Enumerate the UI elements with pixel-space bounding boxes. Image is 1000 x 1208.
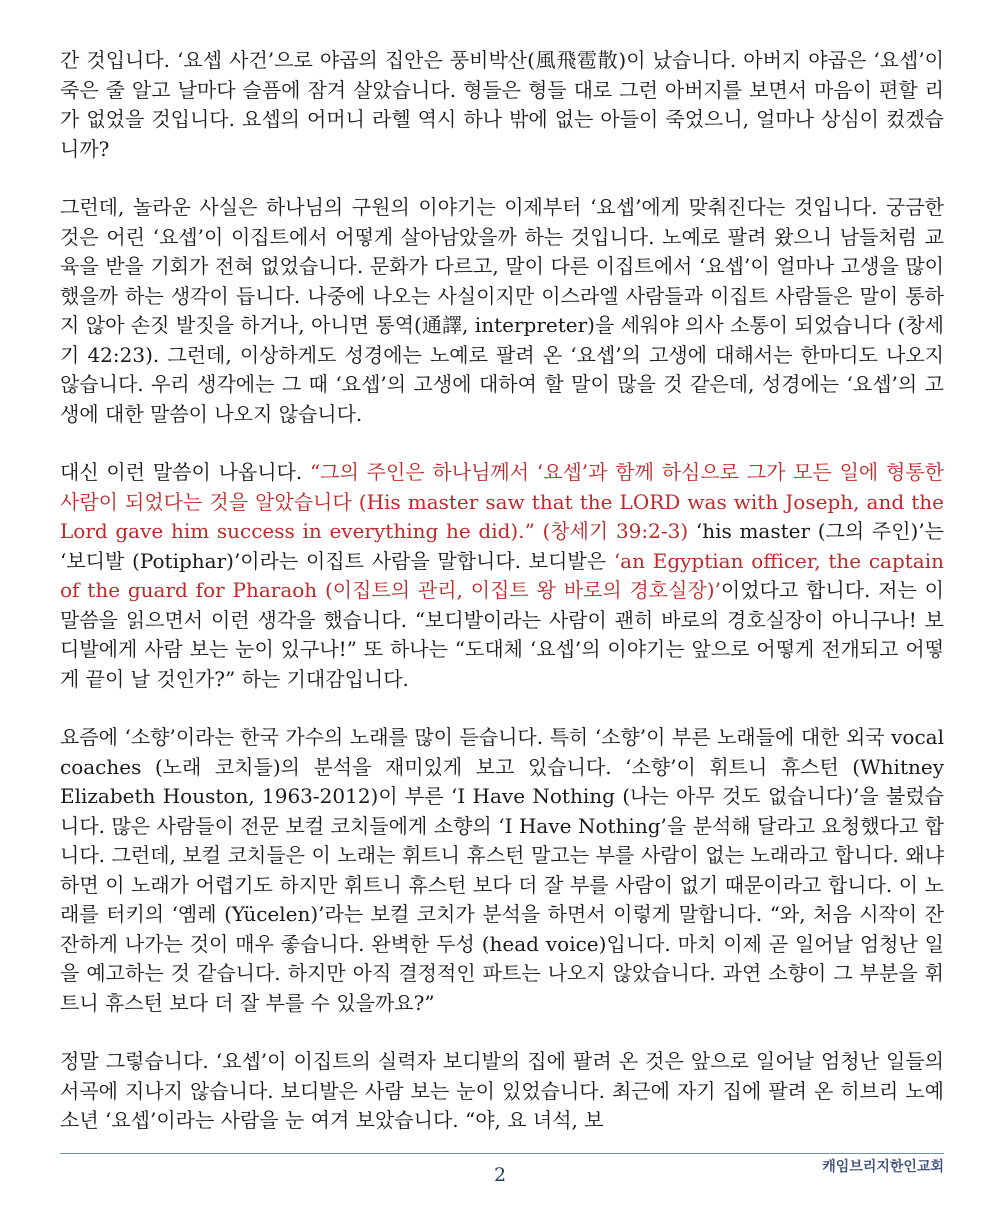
paragraph bbox=[60, 723, 944, 1018]
page-number: 2 bbox=[493, 1164, 507, 1186]
paragraph bbox=[60, 1047, 944, 1136]
paragraph-text: 정말 그렇습니다. ‘요셉’이 이집트의 실력자 보디발의 집에 팔려 온 것은 앞으로 일어날 엄청난 일들의 서곡에 지나지 않습니다. 보디발은 사람 보는 눈이 있었습니다. 최근에 자기 집에 팔려 온 히브리 노예 소년 ‘요셉’이라는 사람을 눈 여겨 보았습니다. “야, 요 녀석, 보 bbox=[60, 1049, 944, 1132]
scripture-quote: ‘an Egyptian officer, the captain of the guard for Pharaoh (이집트의 관리, 이집트 왕 바로의 경호실장)’ bbox=[60, 548, 944, 602]
paragraph-text: ‘his master (그의 주인)’는 ‘보디발 (Potiphar)’이라는 이집트 사람을 말합니다. 보디발은 bbox=[60, 519, 944, 573]
footer-church-name: 캐임브리지한인교회 bbox=[822, 1159, 944, 1175]
paragraph-text: 이었다고 합니다. 저는 이 말씀을 읽으면서 이런 생각을 했습니다. “보디발이라는 사람이 괜히 바로의 경호실장이 아니구나! 보디발에게 사람 보는 눈이 있구나!” 또 하나는 “도대체 ‘요셉’의 이야기는 앞으로 어떻게 전개되고 어떻게 끝이 날 것인가?” 하는 기대감입니다. bbox=[60, 578, 944, 691]
paragraph bbox=[60, 458, 944, 694]
footer-divider bbox=[60, 1153, 944, 1154]
paragraph-text: 간 것입니다. ‘요셉 사건’으로 야곱의 집안은 풍비박산(風飛雹散)이 났습니다. 아버지 야곱은 ‘요셉’이 죽은 줄 알고 날마다 슬픔에 잠겨 살았습니다. 형들은 형들 대로 그런 아버지를 보면서 마음이 편할 리가 없었을 것입니다. 요셉의 어머니 라헬 역시 하나 밖에 없는 아들이 죽었으니, 얼마나 상심이 컸겠습니까? bbox=[60, 48, 944, 161]
paragraph-text: 그런데, 놀라운 사실은 하나님의 구원의 이야기는 이제부터 ‘요셉’에게 맞춰진다는 것입니다. 궁금한 것은 어린 ‘요셉’이 이집트에서 어떻게 살아남았을까 하는 것입니다. 노예로 팔려 왔으니 남들처럼 교육을 받을 기회가 전혀 없었습니다. 문화가 다르고, 말이 다른 이집트에서 ‘요셉’이 얼마나 고생을 많이 했을까 하는 생각이 듭니다. 나중에 나오는 사실이지만 이스라엘 사람들과 이집트 사람들은 말이 통하지 않아 손짓 발짓을 하거나, 아니면 통역(通譯, interpreter)을 세워야 의사 소통이 되었습니다 (창세기 42:23). 그런데, 이상하게도 성경에는 노예로 팔려 온 ‘요셉’의 고생에 대해서는 한마디도 나오지 않습니다. 우리 생각에는 그 때 ‘요셉’의 고생에 대하여 할 말이 많을 것 같은데, 성경에는 ‘요셉’의 고생에 대한 말씀이 나오지 않습니다. bbox=[60, 195, 944, 426]
paragraph-text: 대신 이런 말씀이 나옵니다. bbox=[60, 460, 311, 484]
paragraph bbox=[60, 46, 944, 164]
paragraph-text: 요즘에 ‘소향’이라는 한국 가수의 노래를 많이 듣습니다. 특히 ‘소향’이 부른 노래들에 대한 외국 vocal coaches (노래 코치들)의 분석을 재미있게 보고 있습니다. ‘소향’이 휘트니 휴스턴 (Whitney Elizabeth Houston, 1963-2012)이 부른 ‘I Have Nothing (나는 아무 것도 없습니다)’을 불렀습니다. 많은 사람들이 전문 보컬 코치들에게 소향의 ‘I Have Nothing’을 분석해 달라고 요청했다고 합니다. 그런데, 보컬 코치들은 이 노래는 휘트니 휴스턴 말고는 부를 사람이 없는 노래라고 합니다. 왜냐하면 이 노래가 어렵기도 하지만 휘트니 휴스턴 보다 더 잘 부를 사람이 없기 때문이라고 합니다. 이 노래를 터키의 ‘옘레 (Yücelen)’라는 보컬 코치가 분석을 하면서 이렇게 말합니다. “와, 처음 시작이 잔잔하게 나가는 것이 매우 좋습니다. 완벽한 두성 (head voice)입니다. 마치 이제 곧 일어날 엄청난 일을 예고하는 것 같습니다. 하지만 아직 결정적인 파트는 나오지 않았습니다. 과연 소향이 그 부분을 휘트니 휴스턴 보다 더 잘 부를 수 있을까요?” bbox=[60, 725, 944, 1015]
paragraph bbox=[60, 193, 944, 429]
document-body bbox=[60, 46, 944, 1165]
scripture-quote: “그의 주인은 하나님께서 ‘요셉’과 함께 하심으로 그가 모든 일에 형통한 사람이 되었다는 것을 알았습니다 (His master saw that the LORD was with Joseph, and the Lord gave him success in everything he did).” (창세기 39:2-3) bbox=[60, 460, 944, 543]
